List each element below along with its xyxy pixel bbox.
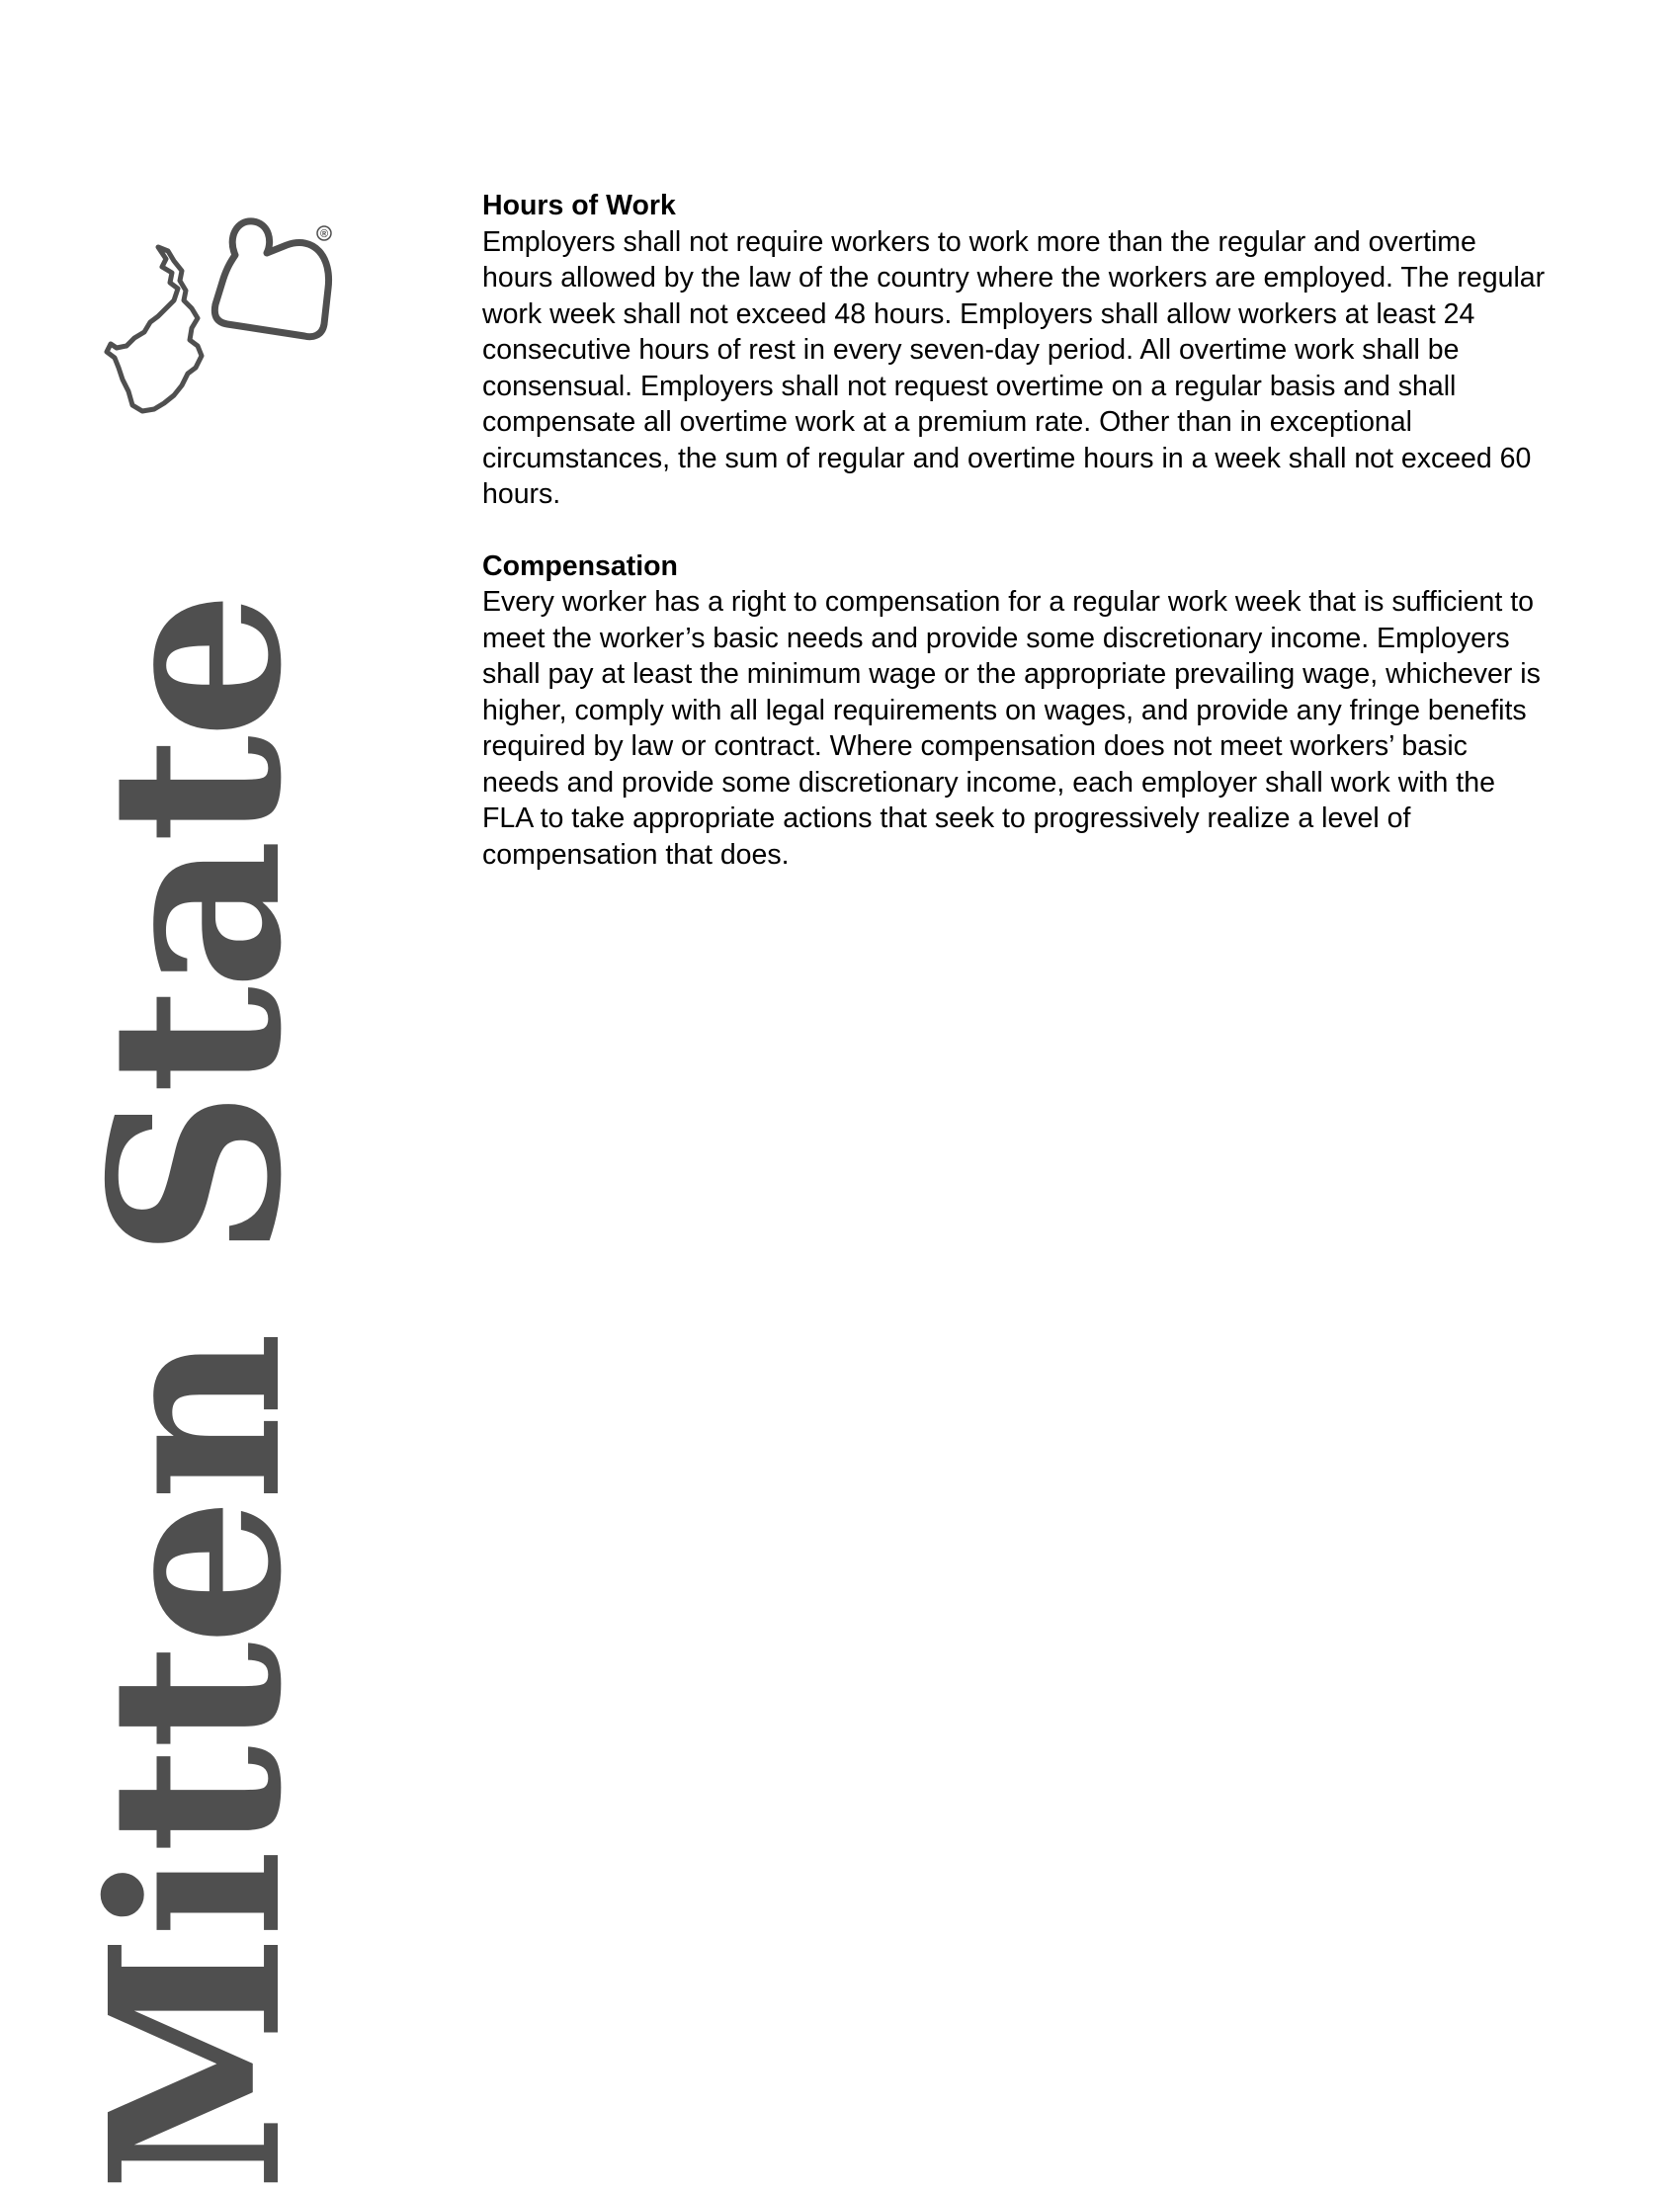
mitten-with-michigan-map-icon: [89, 198, 336, 435]
brand-logo: [0, 0, 395, 2192]
brand-wordmark: Mitten State: [58, 594, 333, 2192]
section-hours-of-work: [482, 188, 1550, 513]
mitten-outline-icon: [214, 221, 328, 337]
registered-mark: ®: [319, 228, 329, 240]
section-paragraph: Employers shall not require workers to work more than the regular and overtime hours allowed by the law of the country where the workers are employed. The regular work week shall not exceed 48 hours. Employers shall allow workers at least 24 consecutive hours of rest in every seven-day period. All overtime work shall be consensual. Employers shall not request overtime on a regular basis and shall compensate all overtime work at a premium rate. Other than in exceptional circumstances, the sum of regular and overtime hours in a week shall not exceed 60 hours.: [482, 225, 1546, 510]
section-paragraph: Every worker has a right to compensation for a regular work week that is sufficient to meet the worker’s basic needs and provide some discretionary income. Employers shall pay at least the minimum wage or the appropriate prevailing wage, whichever is higher, comply with all legal requirements on wages, and provide any fringe benefits required by law or contract. Where compensation does not meet workers’ basic needs and provide some discretionary income, each employer shall work with the FLA to take appropriate actions that seek to progressively realize a level of compensation that does.: [482, 586, 1541, 871]
section-compensation: [482, 548, 1550, 874]
michigan-map-icon: [107, 247, 202, 411]
section-heading: Hours of Work: [482, 190, 676, 221]
document-body: [482, 188, 1550, 908]
section-heading: Compensation: [482, 549, 678, 582]
